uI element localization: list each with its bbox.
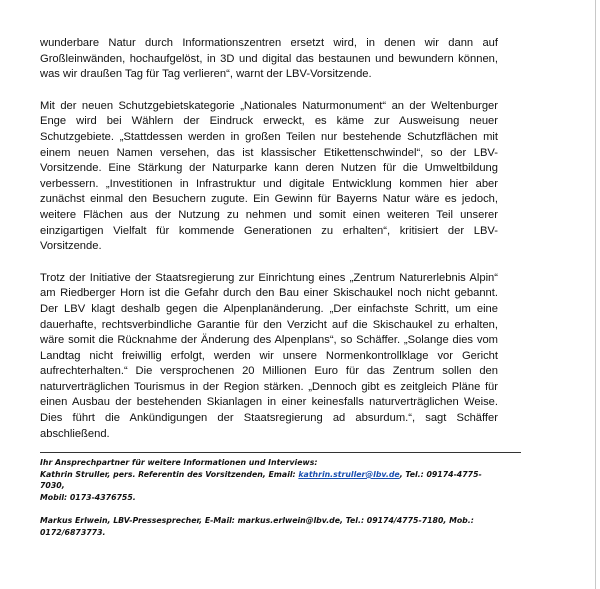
contact-erlwein-line2: 0172/6873773.: [40, 527, 106, 537]
email-link-struller[interactable]: kathrin.struller@lbv.de: [298, 469, 400, 479]
separator-rule: [40, 452, 521, 453]
contact-struller-line: [40, 469, 498, 492]
contact-erlwein-line1: Markus Erlwein, LBV-Pressesprecher, E-Mail: markus.erlwein@lbv.de, Tel.: 09174/4775-7180, Mob.:: [40, 516, 474, 526]
contact-struller-suffix: , Tel.: 09174-4775-7030,: [40, 469, 482, 491]
contact-block-struller: [40, 457, 498, 503]
paragraph-3: Trotz der Initiative der Staatsregierung zur Einrichtung eines „Zentrum Naturerlebnis Alpin“ am Riedberger Horn ist die Gefahr durch den Bau einer Skischaukel noch nicht gebannt. Der LBV klagt deshalb gegen die Alpenplanänderung. „Der einfachste Schritt, um eine dauerhafte, rechtsverbindliche Garantie für den Verzicht auf die Skischaukel zu erhalten, wäre somit die Rücknahme der Änderung des Alpenplans“, so Schäffer. „Solange dies vom Landtag nicht freiwillig erfolgt, werden wir unsere Normenkontrollklage vor Gericht aufrechterhalten.“ Die versprochenen 20 Millionen Euro für das Zentrum sollen den naturverträglichen Tourismus in der Region stärken. „Dennoch gibt es zeitgleich Pläne für einen Ausbau der bestehenden Skianlagen in einer keinesfalls naturverträglichen Weise. Dies führt die Ankündigungen der Staatsregierung ad absurdum.“, sagt Schäffer abschließend.: [40, 271, 498, 440]
contact-block-erlwein: [40, 515, 498, 538]
contact-section: [40, 457, 498, 538]
contact-struller-prefix: Kathrin Struller, pers. Referentin des Vorsitzenden, Email:: [40, 469, 299, 479]
document-body: [40, 36, 498, 538]
contact-heading: Ihr Ansprechpartner für weitere Informationen und Interviews:: [40, 458, 318, 468]
paragraph-1: wunderbare Natur durch Informationszentren ersetzt wird, in denen wir dann auf Großleinwänden, hochaufgelöst, in 3D und digital das bestaunen und bewundern können, was wir draußen Tag für Tag verlieren“, warnt der LBV-Vorsitzende.: [40, 37, 498, 81]
paragraph-2: Mit der neuen Schutzgebietskategorie „Nationales Naturmonument“ an der Weltenburger Enge wird bei Wählern der Eindruck erweckt, es käme zur Ausweisung neuer Schutzgebiete. „Stattdessen werden in großen Teilen nur bestehende Schutzflächen mit einem neuen Namen versehen, das ist klassischer Etikettenschwindel“, so der LBV-Vorsitzende. Eine Stärkung der Naturparke kann deren Nutzen für die Umweltbildung verbessern. „Investitionen in Infrastruktur und digitale Entwicklung kommen hier aber zunächst einmal den Besuchern zugute. Ein Gewinn für Bayerns Natur wäre es jedoch, weitere Flächen aus der Nutzung zu nehmen und somit einen weiteren Teil unserer einzigartigen Vielfalt für kommende Generationen zu erhalten“, kritisiert der LBV-Vorsitzende.: [40, 99, 498, 253]
page-edge: [595, 0, 596, 589]
contact-struller-mobile: Mobil: 0173-4376755.: [40, 492, 136, 502]
